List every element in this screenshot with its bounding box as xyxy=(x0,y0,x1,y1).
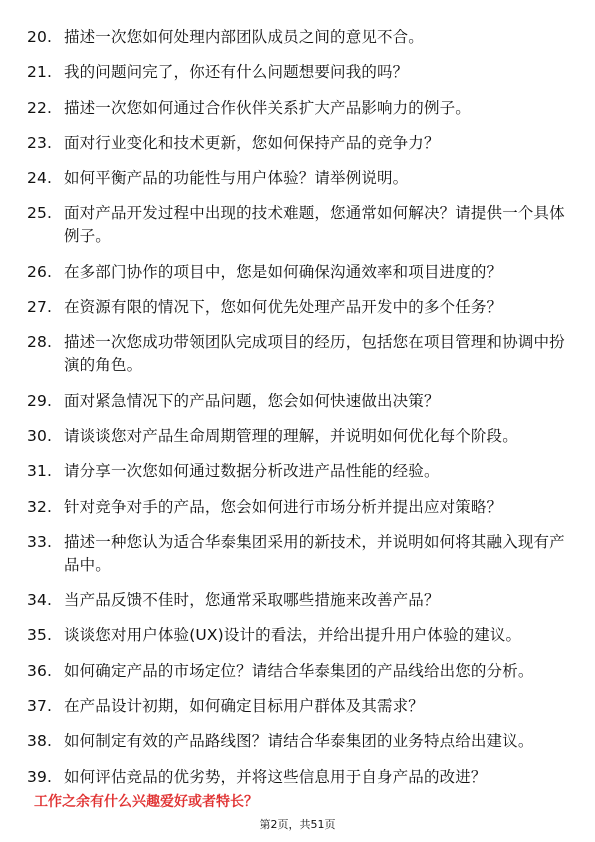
question-number: 35. xyxy=(27,626,53,645)
question-item xyxy=(0,331,595,377)
question-number: 36. xyxy=(27,661,53,680)
question-number: 39. xyxy=(27,767,53,786)
question-number: 22. xyxy=(27,98,53,117)
question-text: 描述一次您如何通过合作伙伴关系扩大产品影响力的例子。 xyxy=(64,98,471,117)
question-text: 如何确定产品的市场定位？请结合华泰集团的产品线给出您的分析。 xyxy=(64,661,534,680)
question-text: 请分享一次您如何通过数据分析改进产品性能的经验。 xyxy=(64,462,440,481)
question-text: 如何平衡产品的功能性与用户体验？请举例说明。 xyxy=(64,169,409,188)
question-text: 针对竞争对手的产品，您会如何进行市场分析并提出应对策略？ xyxy=(64,497,503,516)
question-text: 面对产品开发过程中出现的技术难题，您通常如何解决？请提供一个具体例子。 xyxy=(64,204,565,246)
question-number: 30. xyxy=(27,426,53,445)
question-text: 如何评估竞品的优劣势，并将这些信息用于自身产品的改进？ xyxy=(64,767,487,786)
question-item xyxy=(0,61,595,84)
question-number: 31. xyxy=(27,462,53,481)
question-item xyxy=(0,496,595,519)
question-text: 在多部门协作的项目中，您是如何确保沟通效率和项目进度的？ xyxy=(64,262,503,281)
question-text: 我的问题问完了，你还有什么问题想要问我的吗？ xyxy=(64,63,409,82)
question-text: 面对行业变化和技术更新，您如何保持产品的竞争力？ xyxy=(64,133,440,152)
question-number: 28. xyxy=(27,333,53,352)
question-text: 描述一种您认为适合华泰集团采用的新技术，并说明如何将其融入现有产品中。 xyxy=(64,532,565,574)
question-number: 34. xyxy=(27,591,53,610)
question-item xyxy=(0,425,595,448)
question-number: 32. xyxy=(27,497,53,516)
question-item xyxy=(0,660,595,683)
question-list xyxy=(0,26,595,801)
question-item xyxy=(0,202,595,248)
question-item xyxy=(0,624,595,647)
section-heading: 工作之余有什么兴趣爱好或者特长？ xyxy=(34,794,258,810)
question-number: 27. xyxy=(27,298,53,317)
question-text: 描述一次您如何处理内部团队成员之间的意见不合。 xyxy=(64,28,424,46)
question-item xyxy=(0,97,595,120)
question-item xyxy=(0,296,595,319)
question-text: 请谈谈您对产品生命周期管理的理解，并说明如何优化每个阶段。 xyxy=(64,426,518,445)
question-number: 37. xyxy=(27,697,53,716)
question-text: 在产品设计初期，如何确定目标用户群体及其需求？ xyxy=(64,697,424,716)
question-text: 面对紧急情况下的产品问题，您会如何快速做出决策？ xyxy=(64,391,440,410)
question-number: 23. xyxy=(27,133,53,152)
question-item xyxy=(0,730,595,753)
question-text: 当产品反馈不佳时，您通常采取哪些措施来改善产品？ xyxy=(64,591,440,610)
question-number: 25. xyxy=(27,204,53,223)
question-number: 24. xyxy=(27,169,53,188)
question-text: 如何制定有效的产品路线图？请结合华泰集团的业务特点给出建议。 xyxy=(64,732,534,751)
question-item xyxy=(0,132,595,155)
question-item xyxy=(0,460,595,483)
question-item xyxy=(0,26,595,49)
question-text: 描述一次您成功带领团队完成项目的经历，包括您在项目管理和协调中扮演的角色。 xyxy=(64,333,565,375)
question-item xyxy=(0,531,595,577)
question-number: 29. xyxy=(27,391,53,410)
question-text: 谈谈您对用户体验(UX)设计的看法，并给出提升用户体验的建议。 xyxy=(64,626,522,645)
question-number: 33. xyxy=(27,532,53,551)
page-footer: 第2页，共51页 xyxy=(259,818,336,831)
question-number: 20. xyxy=(27,28,53,46)
question-item xyxy=(0,695,595,718)
question-item xyxy=(0,261,595,284)
question-number: 38. xyxy=(27,732,53,751)
question-number: 21. xyxy=(27,63,53,82)
question-text: 在资源有限的情况下，您如何优先处理产品开发中的多个任务？ xyxy=(64,298,503,317)
question-item xyxy=(0,589,595,612)
question-item xyxy=(0,167,595,190)
question-item xyxy=(0,766,595,789)
question-item xyxy=(0,390,595,413)
question-number: 26. xyxy=(27,262,53,281)
